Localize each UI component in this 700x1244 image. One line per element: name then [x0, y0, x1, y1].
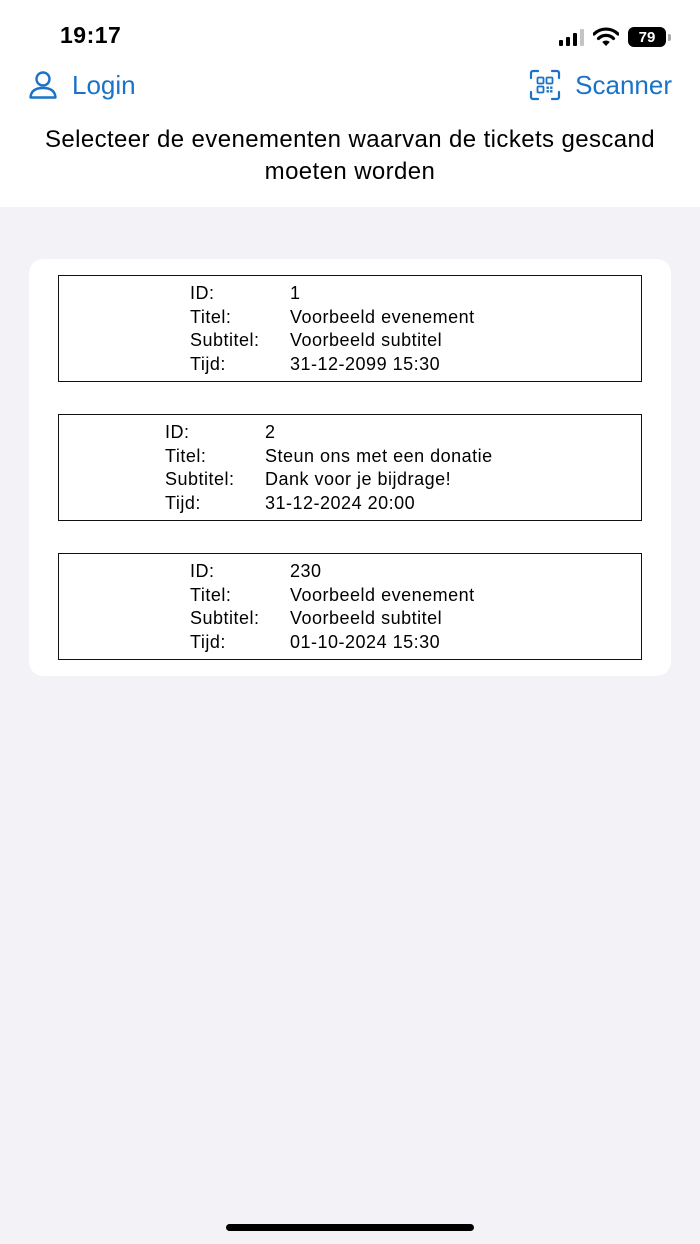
title-label: Titel: [190, 584, 232, 605]
battery-level: 79 [638, 28, 656, 46]
event-subtitle: Dank voor je bijdrage! [265, 469, 452, 489]
event-subtitle: Voorbeeld subtitel [290, 330, 443, 350]
event-item-3[interactable] [58, 553, 642, 660]
event-title: Voorbeeld evenement [290, 584, 475, 605]
event-item-1[interactable] [58, 275, 642, 382]
time-label: Tijd: [165, 492, 201, 513]
title-label: Titel: [165, 445, 207, 466]
cellular-signal-icon [559, 28, 584, 46]
battery-icon [628, 27, 666, 47]
event-time: 01-10-2024 15:30 [290, 631, 441, 652]
scanner-label: Scanner [575, 69, 672, 100]
event-id: 2 [265, 422, 276, 442]
title-label: Titel: [190, 306, 232, 327]
qr-code-icon [529, 69, 561, 101]
status-icons [559, 24, 666, 50]
header-area [0, 0, 700, 207]
events-card [29, 259, 671, 676]
person-icon [28, 71, 58, 99]
event-details [190, 560, 475, 654]
event-id: 230 [290, 561, 322, 581]
time-label: Tijd: [190, 353, 226, 374]
time-label: Tijd: [190, 631, 226, 652]
event-details [190, 282, 475, 376]
event-item-2[interactable] [58, 414, 642, 521]
status-bar [0, 0, 700, 60]
id-label: ID: [190, 561, 215, 581]
nav-bar [0, 62, 700, 110]
event-time: 31-12-2099 15:30 [290, 353, 441, 374]
login-button[interactable] [28, 62, 136, 108]
event-time: 31-12-2024 20:00 [265, 492, 416, 513]
home-indicator[interactable] [226, 1224, 474, 1231]
event-id: 1 [290, 283, 301, 303]
page-title: Selecteer de evenementen waarvan de tickets gescand moeten worden [44, 126, 656, 185]
event-title: Steun ons met een donatie [265, 445, 493, 466]
event-subtitle: Voorbeeld subtitel [290, 608, 443, 628]
wifi-icon [593, 27, 619, 47]
id-label: ID: [190, 283, 215, 303]
id-label: ID: [165, 422, 190, 442]
event-details [165, 421, 493, 515]
subtitle-label: Subtitel: [190, 608, 260, 628]
subtitle-label: Subtitel: [190, 330, 260, 350]
login-label: Login [72, 69, 136, 100]
event-title: Voorbeeld evenement [290, 306, 475, 327]
scanner-button[interactable] [529, 62, 672, 108]
status-time: 19:17 [60, 22, 122, 48]
subtitle-label: Subtitel: [165, 469, 235, 489]
